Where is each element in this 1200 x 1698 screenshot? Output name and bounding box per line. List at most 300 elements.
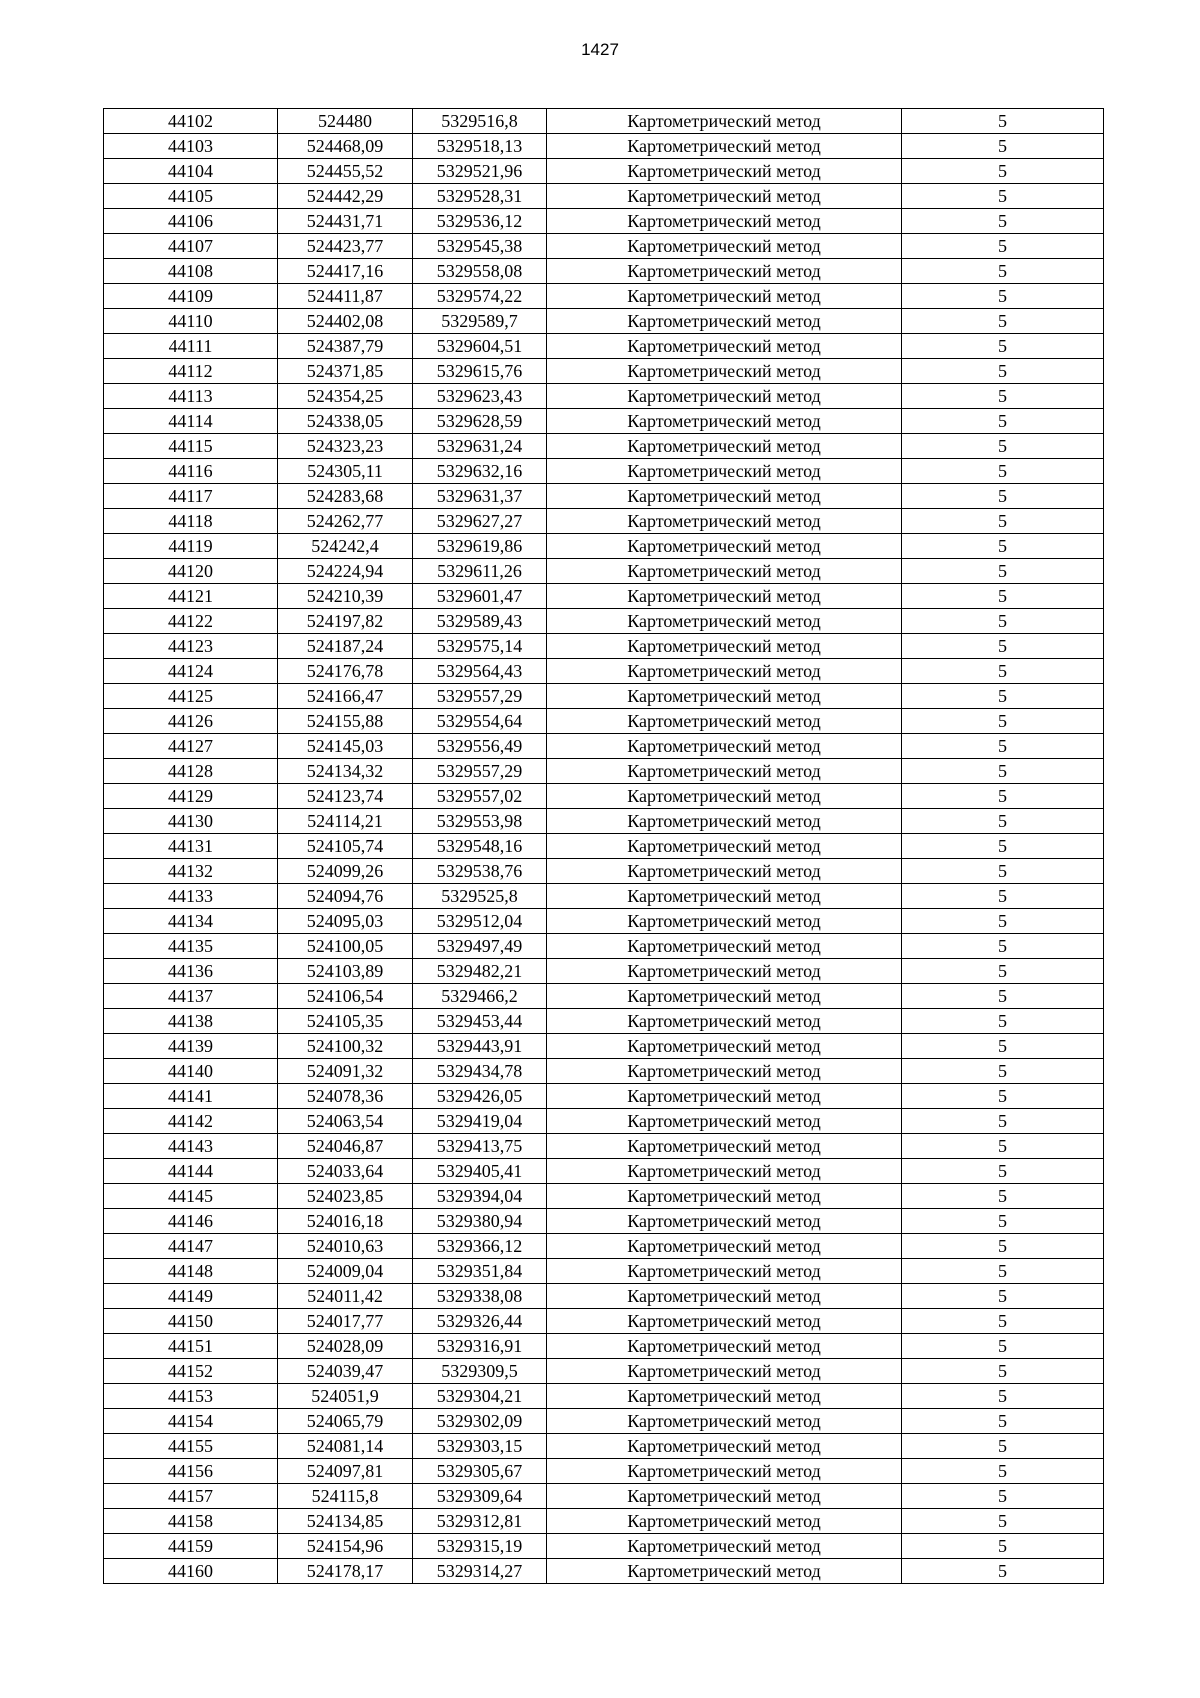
table-row [104, 1534, 1104, 1559]
accuracy-cell: 5 [902, 1259, 1104, 1284]
method-cell: Картометрический метод [547, 409, 902, 434]
point-number-cell: 44115 [104, 434, 278, 459]
point-number-cell: 44111 [104, 334, 278, 359]
accuracy-cell: 5 [902, 184, 1104, 209]
y-coordinate-cell: 5329419,04 [413, 1109, 547, 1134]
x-coordinate-cell: 524283,68 [278, 484, 413, 509]
accuracy-cell: 5 [902, 809, 1104, 834]
x-coordinate-cell: 524017,77 [278, 1309, 413, 1334]
method-cell: Картометрический метод [547, 1084, 902, 1109]
point-number-cell: 44120 [104, 559, 278, 584]
x-coordinate-cell: 524455,52 [278, 159, 413, 184]
point-number-cell: 44147 [104, 1234, 278, 1259]
table-row [104, 309, 1104, 334]
table-row [104, 434, 1104, 459]
table-row [104, 834, 1104, 859]
point-number-cell: 44133 [104, 884, 278, 909]
table-row [104, 884, 1104, 909]
x-coordinate-cell: 524442,29 [278, 184, 413, 209]
accuracy-cell: 5 [902, 159, 1104, 184]
accuracy-cell: 5 [902, 1034, 1104, 1059]
point-number-cell: 44143 [104, 1134, 278, 1159]
x-coordinate-cell: 524100,32 [278, 1034, 413, 1059]
method-cell: Картометрический метод [547, 1034, 902, 1059]
y-coordinate-cell: 5329615,76 [413, 359, 547, 384]
y-coordinate-cell: 5329574,22 [413, 284, 547, 309]
accuracy-cell: 5 [902, 1009, 1104, 1034]
x-coordinate-cell: 524063,54 [278, 1109, 413, 1134]
x-coordinate-cell: 524155,88 [278, 709, 413, 734]
accuracy-cell: 5 [902, 934, 1104, 959]
accuracy-cell: 5 [902, 684, 1104, 709]
x-coordinate-cell: 524099,26 [278, 859, 413, 884]
point-number-cell: 44116 [104, 459, 278, 484]
y-coordinate-cell: 5329557,29 [413, 759, 547, 784]
y-coordinate-cell: 5329521,96 [413, 159, 547, 184]
y-coordinate-cell: 5329631,24 [413, 434, 547, 459]
table-row [104, 359, 1104, 384]
accuracy-cell: 5 [902, 409, 1104, 434]
point-number-cell: 44131 [104, 834, 278, 859]
x-coordinate-cell: 524305,11 [278, 459, 413, 484]
x-coordinate-cell: 524371,85 [278, 359, 413, 384]
y-coordinate-cell: 5329601,47 [413, 584, 547, 609]
point-number-cell: 44124 [104, 659, 278, 684]
point-number-cell: 44106 [104, 209, 278, 234]
accuracy-cell: 5 [902, 1059, 1104, 1084]
table-row [104, 1034, 1104, 1059]
y-coordinate-cell: 5329604,51 [413, 334, 547, 359]
method-cell: Картометрический метод [547, 584, 902, 609]
y-coordinate-cell: 5329589,43 [413, 609, 547, 634]
point-number-cell: 44108 [104, 259, 278, 284]
method-cell: Картометрический метод [547, 309, 902, 334]
accuracy-cell: 5 [902, 1284, 1104, 1309]
x-coordinate-cell: 524106,54 [278, 984, 413, 1009]
method-cell: Картометрический метод [547, 434, 902, 459]
table-row [104, 634, 1104, 659]
method-cell: Картометрический метод [547, 1434, 902, 1459]
accuracy-cell: 5 [902, 859, 1104, 884]
table-row [104, 534, 1104, 559]
accuracy-cell: 5 [902, 209, 1104, 234]
method-cell: Картометрический метод [547, 234, 902, 259]
y-coordinate-cell: 5329482,21 [413, 959, 547, 984]
method-cell: Картометрический метод [547, 1459, 902, 1484]
table-row [104, 709, 1104, 734]
y-coordinate-cell: 5329548,16 [413, 834, 547, 859]
table-row [104, 859, 1104, 884]
accuracy-cell: 5 [902, 1359, 1104, 1384]
x-coordinate-cell: 524411,87 [278, 284, 413, 309]
point-number-cell: 44114 [104, 409, 278, 434]
point-number-cell: 44144 [104, 1159, 278, 1184]
table-row [104, 134, 1104, 159]
table-row [104, 1334, 1104, 1359]
accuracy-cell: 5 [902, 384, 1104, 409]
table-row [104, 609, 1104, 634]
x-coordinate-cell: 524262,77 [278, 509, 413, 534]
x-coordinate-cell: 524051,9 [278, 1384, 413, 1409]
accuracy-cell: 5 [902, 434, 1104, 459]
accuracy-cell: 5 [902, 959, 1104, 984]
table-row [104, 1159, 1104, 1184]
x-coordinate-cell: 524065,79 [278, 1409, 413, 1434]
x-coordinate-cell: 524028,09 [278, 1334, 413, 1359]
y-coordinate-cell: 5329314,27 [413, 1559, 547, 1584]
accuracy-cell: 5 [902, 1184, 1104, 1209]
accuracy-cell: 5 [902, 534, 1104, 559]
x-coordinate-cell: 524323,23 [278, 434, 413, 459]
table-row [104, 1184, 1104, 1209]
method-cell: Картометрический метод [547, 334, 902, 359]
point-number-cell: 44145 [104, 1184, 278, 1209]
table-row [104, 1359, 1104, 1384]
point-number-cell: 44132 [104, 859, 278, 884]
point-number-cell: 44127 [104, 734, 278, 759]
table-row [104, 1434, 1104, 1459]
method-cell: Картометрический метод [547, 809, 902, 834]
method-cell: Картометрический метод [547, 759, 902, 784]
point-number-cell: 44107 [104, 234, 278, 259]
table-row [104, 934, 1104, 959]
y-coordinate-cell: 5329351,84 [413, 1259, 547, 1284]
coordinates-table [103, 108, 1104, 1584]
method-cell: Картометрический метод [547, 1534, 902, 1559]
table-row [104, 984, 1104, 1009]
method-cell: Картометрический метод [547, 884, 902, 909]
method-cell: Картометрический метод [547, 1559, 902, 1584]
method-cell: Картометрический метод [547, 1234, 902, 1259]
table-row [104, 459, 1104, 484]
table-row [104, 284, 1104, 309]
accuracy-cell: 5 [902, 284, 1104, 309]
table-row [104, 1084, 1104, 1109]
x-coordinate-cell: 524094,76 [278, 884, 413, 909]
x-coordinate-cell: 524115,8 [278, 1484, 413, 1509]
point-number-cell: 44146 [104, 1209, 278, 1234]
point-number-cell: 44155 [104, 1434, 278, 1459]
point-number-cell: 44126 [104, 709, 278, 734]
accuracy-cell: 5 [902, 1434, 1104, 1459]
y-coordinate-cell: 5329426,05 [413, 1084, 547, 1109]
point-number-cell: 44149 [104, 1284, 278, 1309]
accuracy-cell: 5 [902, 884, 1104, 909]
accuracy-cell: 5 [902, 1209, 1104, 1234]
method-cell: Картометрический метод [547, 1009, 902, 1034]
table-row [104, 1009, 1104, 1034]
y-coordinate-cell: 5329394,04 [413, 1184, 547, 1209]
x-coordinate-cell: 524105,35 [278, 1009, 413, 1034]
method-cell: Картометрический метод [547, 384, 902, 409]
method-cell: Картометрический метод [547, 1509, 902, 1534]
y-coordinate-cell: 5329631,37 [413, 484, 547, 509]
accuracy-cell: 5 [902, 309, 1104, 334]
table-row [104, 1259, 1104, 1284]
point-number-cell: 44121 [104, 584, 278, 609]
y-coordinate-cell: 5329632,16 [413, 459, 547, 484]
y-coordinate-cell: 5329564,43 [413, 659, 547, 684]
y-coordinate-cell: 5329309,64 [413, 1484, 547, 1509]
accuracy-cell: 5 [902, 1134, 1104, 1159]
point-number-cell: 44156 [104, 1459, 278, 1484]
method-cell: Картометрический метод [547, 659, 902, 684]
method-cell: Картометрический метод [547, 109, 902, 134]
x-coordinate-cell: 524154,96 [278, 1534, 413, 1559]
point-number-cell: 44151 [104, 1334, 278, 1359]
point-number-cell: 44123 [104, 634, 278, 659]
method-cell: Картометрический метод [547, 359, 902, 384]
method-cell: Картометрический метод [547, 134, 902, 159]
x-coordinate-cell: 524197,82 [278, 609, 413, 634]
table-row [104, 1209, 1104, 1234]
point-number-cell: 44139 [104, 1034, 278, 1059]
point-number-cell: 44113 [104, 384, 278, 409]
point-number-cell: 44150 [104, 1309, 278, 1334]
point-number-cell: 44159 [104, 1534, 278, 1559]
table-row [104, 909, 1104, 934]
y-coordinate-cell: 5329443,91 [413, 1034, 547, 1059]
x-coordinate-cell: 524224,94 [278, 559, 413, 584]
method-cell: Картометрический метод [547, 459, 902, 484]
point-number-cell: 44152 [104, 1359, 278, 1384]
x-coordinate-cell: 524123,74 [278, 784, 413, 809]
accuracy-cell: 5 [902, 259, 1104, 284]
y-coordinate-cell: 5329619,86 [413, 534, 547, 559]
point-number-cell: 44142 [104, 1109, 278, 1134]
accuracy-cell: 5 [902, 759, 1104, 784]
x-coordinate-cell: 524095,03 [278, 909, 413, 934]
y-coordinate-cell: 5329554,64 [413, 709, 547, 734]
point-number-cell: 44119 [104, 534, 278, 559]
point-number-cell: 44138 [104, 1009, 278, 1034]
method-cell: Картометрический метод [547, 159, 902, 184]
table-row [104, 1559, 1104, 1584]
table-row [104, 209, 1104, 234]
point-number-cell: 44154 [104, 1409, 278, 1434]
y-coordinate-cell: 5329589,7 [413, 309, 547, 334]
point-number-cell: 44130 [104, 809, 278, 834]
y-coordinate-cell: 5329338,08 [413, 1284, 547, 1309]
accuracy-cell: 5 [902, 1084, 1104, 1109]
accuracy-cell: 5 [902, 109, 1104, 134]
point-number-cell: 44103 [104, 134, 278, 159]
y-coordinate-cell: 5329326,44 [413, 1309, 547, 1334]
point-number-cell: 44128 [104, 759, 278, 784]
x-coordinate-cell: 524187,24 [278, 634, 413, 659]
x-coordinate-cell: 524387,79 [278, 334, 413, 359]
method-cell: Картометрический метод [547, 709, 902, 734]
table-row [104, 484, 1104, 509]
accuracy-cell: 5 [902, 1159, 1104, 1184]
accuracy-cell: 5 [902, 1309, 1104, 1334]
method-cell: Картометрический метод [547, 509, 902, 534]
point-number-cell: 44109 [104, 284, 278, 309]
x-coordinate-cell: 524033,64 [278, 1159, 413, 1184]
table-row [104, 1059, 1104, 1084]
x-coordinate-cell: 524178,17 [278, 1559, 413, 1584]
x-coordinate-cell: 524114,21 [278, 809, 413, 834]
y-coordinate-cell: 5329558,08 [413, 259, 547, 284]
accuracy-cell: 5 [902, 1509, 1104, 1534]
y-coordinate-cell: 5329453,44 [413, 1009, 547, 1034]
accuracy-cell: 5 [902, 1109, 1104, 1134]
y-coordinate-cell: 5329315,19 [413, 1534, 547, 1559]
table-row [104, 1409, 1104, 1434]
x-coordinate-cell: 524480 [278, 109, 413, 134]
table-row [104, 1284, 1104, 1309]
x-coordinate-cell: 524134,32 [278, 759, 413, 784]
x-coordinate-cell: 524338,05 [278, 409, 413, 434]
x-coordinate-cell: 524145,03 [278, 734, 413, 759]
accuracy-cell: 5 [902, 459, 1104, 484]
y-coordinate-cell: 5329312,81 [413, 1509, 547, 1534]
accuracy-cell: 5 [902, 909, 1104, 934]
x-coordinate-cell: 524009,04 [278, 1259, 413, 1284]
point-number-cell: 44134 [104, 909, 278, 934]
table-row [104, 334, 1104, 359]
x-coordinate-cell: 524468,09 [278, 134, 413, 159]
accuracy-cell: 5 [902, 634, 1104, 659]
point-number-cell: 44136 [104, 959, 278, 984]
accuracy-cell: 5 [902, 1559, 1104, 1584]
method-cell: Картометрический метод [547, 1059, 902, 1084]
table-row [104, 559, 1104, 584]
method-cell: Картометрический метод [547, 184, 902, 209]
table-row [104, 259, 1104, 284]
y-coordinate-cell: 5329516,8 [413, 109, 547, 134]
y-coordinate-cell: 5329575,14 [413, 634, 547, 659]
y-coordinate-cell: 5329538,76 [413, 859, 547, 884]
coordinates-table-body [104, 109, 1104, 1584]
y-coordinate-cell: 5329304,21 [413, 1384, 547, 1409]
accuracy-cell: 5 [902, 609, 1104, 634]
y-coordinate-cell: 5329528,31 [413, 184, 547, 209]
accuracy-cell: 5 [902, 359, 1104, 384]
y-coordinate-cell: 5329405,41 [413, 1159, 547, 1184]
y-coordinate-cell: 5329545,38 [413, 234, 547, 259]
point-number-cell: 44135 [104, 934, 278, 959]
x-coordinate-cell: 524011,42 [278, 1284, 413, 1309]
method-cell: Картометрический метод [547, 1359, 902, 1384]
y-coordinate-cell: 5329525,8 [413, 884, 547, 909]
x-coordinate-cell: 524402,08 [278, 309, 413, 334]
accuracy-cell: 5 [902, 984, 1104, 1009]
method-cell: Картометрический метод [547, 284, 902, 309]
method-cell: Картометрический метод [547, 559, 902, 584]
point-number-cell: 44140 [104, 1059, 278, 1084]
table-row [104, 959, 1104, 984]
point-number-cell: 44137 [104, 984, 278, 1009]
method-cell: Картометрический метод [547, 534, 902, 559]
table-row [104, 109, 1104, 134]
point-number-cell: 44112 [104, 359, 278, 384]
y-coordinate-cell: 5329512,04 [413, 909, 547, 934]
table-row [104, 1384, 1104, 1409]
x-coordinate-cell: 524210,39 [278, 584, 413, 609]
x-coordinate-cell: 524417,16 [278, 259, 413, 284]
y-coordinate-cell: 5329413,75 [413, 1134, 547, 1159]
method-cell: Картометрический метод [547, 1109, 902, 1134]
point-number-cell: 44129 [104, 784, 278, 809]
point-number-cell: 44160 [104, 1559, 278, 1584]
table-row [104, 1509, 1104, 1534]
y-coordinate-cell: 5329316,91 [413, 1334, 547, 1359]
method-cell: Картометрический метод [547, 259, 902, 284]
table-row [104, 734, 1104, 759]
y-coordinate-cell: 5329305,67 [413, 1459, 547, 1484]
x-coordinate-cell: 524166,47 [278, 684, 413, 709]
point-number-cell: 44158 [104, 1509, 278, 1534]
method-cell: Картометрический метод [547, 859, 902, 884]
y-coordinate-cell: 5329303,15 [413, 1434, 547, 1459]
y-coordinate-cell: 5329553,98 [413, 809, 547, 834]
accuracy-cell: 5 [902, 659, 1104, 684]
y-coordinate-cell: 5329434,78 [413, 1059, 547, 1084]
table-row [104, 659, 1104, 684]
method-cell: Картометрический метод [547, 909, 902, 934]
x-coordinate-cell: 524242,4 [278, 534, 413, 559]
method-cell: Картометрический метод [547, 209, 902, 234]
accuracy-cell: 5 [902, 134, 1104, 159]
method-cell: Картометрический метод [547, 834, 902, 859]
table-row [104, 1459, 1104, 1484]
x-coordinate-cell: 524134,85 [278, 1509, 413, 1534]
y-coordinate-cell: 5329623,43 [413, 384, 547, 409]
x-coordinate-cell: 524016,18 [278, 1209, 413, 1234]
accuracy-cell: 5 [902, 1409, 1104, 1434]
accuracy-cell: 5 [902, 559, 1104, 584]
method-cell: Картометрический метод [547, 1334, 902, 1359]
y-coordinate-cell: 5329497,49 [413, 934, 547, 959]
accuracy-cell: 5 [902, 834, 1104, 859]
accuracy-cell: 5 [902, 484, 1104, 509]
x-coordinate-cell: 524091,32 [278, 1059, 413, 1084]
y-coordinate-cell: 5329380,94 [413, 1209, 547, 1234]
x-coordinate-cell: 524046,87 [278, 1134, 413, 1159]
y-coordinate-cell: 5329518,13 [413, 134, 547, 159]
point-number-cell: 44102 [104, 109, 278, 134]
x-coordinate-cell: 524023,85 [278, 1184, 413, 1209]
x-coordinate-cell: 524103,89 [278, 959, 413, 984]
method-cell: Картометрический метод [547, 1159, 902, 1184]
method-cell: Картометрический метод [547, 1134, 902, 1159]
y-coordinate-cell: 5329366,12 [413, 1234, 547, 1259]
point-number-cell: 44118 [104, 509, 278, 534]
y-coordinate-cell: 5329557,02 [413, 784, 547, 809]
x-coordinate-cell: 524097,81 [278, 1459, 413, 1484]
point-number-cell: 44148 [104, 1259, 278, 1284]
method-cell: Картометрический метод [547, 484, 902, 509]
method-cell: Картометрический метод [547, 734, 902, 759]
table-row [104, 584, 1104, 609]
y-coordinate-cell: 5329556,49 [413, 734, 547, 759]
x-coordinate-cell: 524078,36 [278, 1084, 413, 1109]
point-number-cell: 44104 [104, 159, 278, 184]
method-cell: Картометрический метод [547, 1284, 902, 1309]
method-cell: Картометрический метод [547, 1384, 902, 1409]
x-coordinate-cell: 524010,63 [278, 1234, 413, 1259]
table-row [104, 784, 1104, 809]
accuracy-cell: 5 [902, 1384, 1104, 1409]
point-number-cell: 44141 [104, 1084, 278, 1109]
method-cell: Картометрический метод [547, 634, 902, 659]
point-number-cell: 44125 [104, 684, 278, 709]
table-row [104, 759, 1104, 784]
method-cell: Картометрический метод [547, 684, 902, 709]
accuracy-cell: 5 [902, 1534, 1104, 1559]
table-row [104, 684, 1104, 709]
